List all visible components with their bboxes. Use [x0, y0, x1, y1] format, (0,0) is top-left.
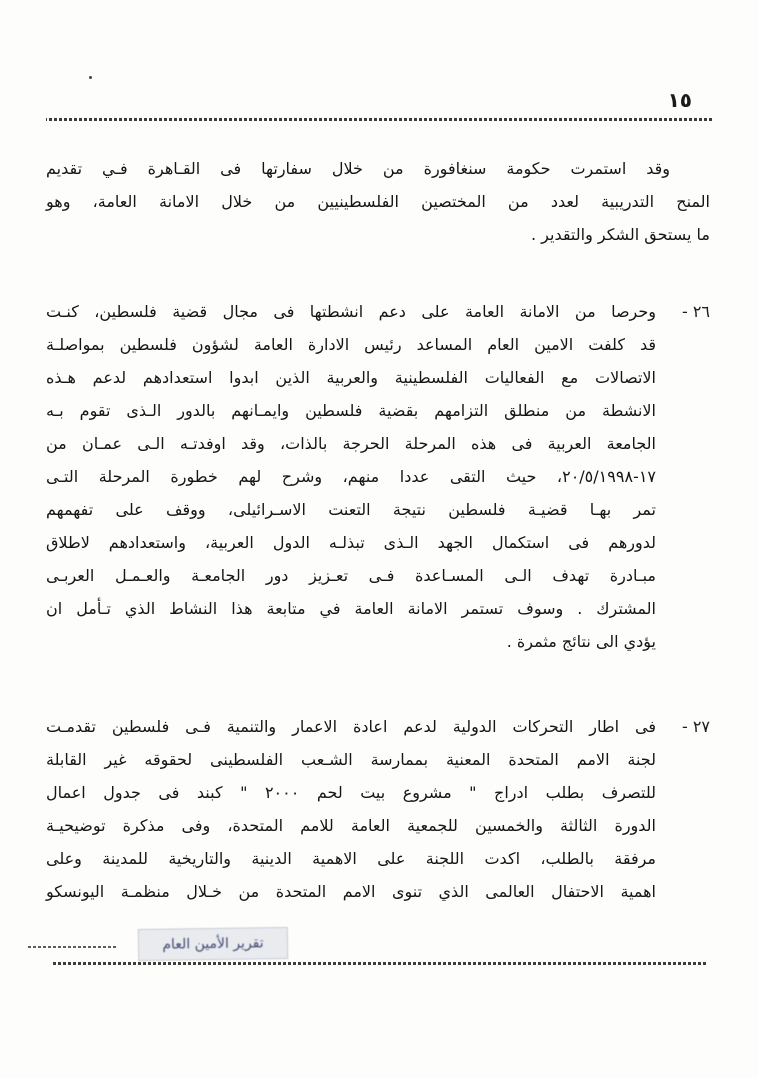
text-line: الاتصالات مع الفعاليات الفلسطينية والعربية الذين ابدوا استعدادهم لدعم هـذه — [46, 368, 656, 387]
text-line: وحرصا من الامانة العامة على دعم انشطتها فى مجال قضية فلسطين، كنـت — [46, 302, 656, 321]
text-line: تمر بهـا قضيـة فلسطين نتيجة التعنت الاسـرائيلى، ووقف على تفهمهم — [46, 500, 656, 519]
page-content — [46, 152, 710, 960]
top-divider — [46, 118, 712, 121]
text-line: مرفقة بالطلب، اكدت اللجنة على الاهمية الدينية والتاريخية للمدينة وعلى — [46, 849, 656, 868]
text-line: للتصرف بطلب ادراج " مشروع بيت لحم ٢٠٠٠ " كبند فى جدول اعمال — [46, 783, 656, 802]
paragraph-body — [46, 710, 656, 908]
paragraph-number: ٢٧ - — [681, 717, 710, 736]
footer-left-divider — [28, 946, 116, 948]
text-line: لدورهم فى استكمال الجهد الـذى تبذلـه الدول العربية، واستعدادهم لاطلاق — [46, 533, 656, 552]
text-line: فى اطار التحركات الدولية لدعم اعادة الاعمار والتنمية فـى فلسطين تقدمـت — [46, 717, 656, 736]
bottom-divider — [52, 962, 706, 965]
text-line: اهمية الاحتفال العالمى الذي تنوى الامم المتحدة من خـلال منظمـة اليونسكو — [46, 882, 656, 901]
text-line: ما يستحق الشكر والتقدير . — [530, 225, 710, 244]
text-line: وقد استمرت حكومة سنغافورة من خلال سفارتها فى القـاهرة فـي تقديم — [46, 159, 670, 178]
footer-stamp: تقرير الأمين العام — [138, 927, 288, 961]
text-line: مبـادرة تهدف الـى المسـاعدة فـى تعـزيز دور الجامعـة والعـمـل العربـى — [46, 566, 656, 585]
page-number: ١٥ — [667, 88, 692, 112]
paragraph-number: ٢٦ - — [681, 302, 710, 321]
text-line: المشترك . وسوف تستمر الامانة العامة في متابعة هذا النشاط الذي تـأمل ان — [46, 599, 656, 618]
text-line: الانشطة من منطلق التزامهم بقضية فلسطين وايمـانهم بالدور الـذى تقوم بـه — [46, 401, 656, 420]
intro-paragraph — [46, 152, 710, 251]
paragraph-body — [46, 295, 656, 658]
text-line: يؤدي الى نتائج مثمرة . — [506, 632, 656, 651]
text-line: الجامعة العربية فى هذه المرحلة الحرجة بالذات، وقد اوفدتـه الـى عمـان من — [46, 434, 656, 453]
text-line: لجنة الامم المتحدة المعنية بممارسة الشـعب الفلسطينى لحقوقه غير القابلة — [46, 750, 656, 769]
text-line: الدورة الثالثة والخمسين للجمعية العامة للامم المتحدة، وفى مذكرة توضيحيـة — [46, 816, 656, 835]
paragraph-27 — [46, 710, 710, 908]
scan-artifact-dot — [89, 76, 92, 79]
text-line: ١٧-٢٠/٥/١٩٩٨، حيث التقى عددا منهم، وشرح لهم خطورة المرحلة التـى — [46, 467, 656, 486]
text-line: قد كلفت الامين العام المساعد رئيس الادارة العامة لشؤون فلسطين بمواصلـة — [46, 335, 656, 354]
paragraph-26 — [46, 295, 710, 658]
text-line: المنح التدريبية لعدد من المختصين الفلسطينيين من خلال الامانة العامة، وهو — [46, 192, 710, 211]
